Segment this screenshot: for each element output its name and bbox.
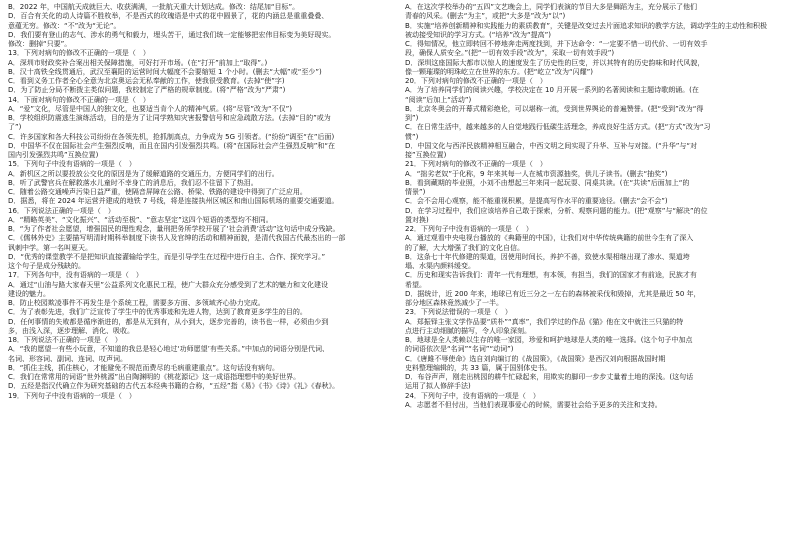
left-text-line: C．看到义务工作者全心全意为北京奥运会无私奉献的工作，使我很受教育。(去掉“使”字) [8,77,285,85]
right-text-line: 运用了拟人修辞手法) [405,382,471,391]
right-text-line: D．布谷声声，刚走出桃园的耕牛忙碌起来，用欺实的脚印一步步丈量着土地的深浅。(这句话 [405,373,694,381]
right-text-line: 的词语依次是“名词”“名词”“动词”) [405,345,514,354]
left-text-line: 19．下列句子中没有语病的一项是（ ） [8,391,136,400]
right-text-line: 像一颗璀璨的明珠屹立在世界的东方。(把“屹立”改为“闪耀”) [405,67,593,76]
right-text-line: D．据统计，近 200 年来，地球已有近三分之一左右的森林被采伐和毁掉，尤其是最近 50 年， [405,289,701,298]
left-text-line: A．“我的愿望一有些小玩意，不知道的我总是轻心地过‘功师愿望’有些关系。”中加点的词语分别是代词、 [8,345,329,354]
right-column [405,3,786,560]
right-text-line: B．北京冬奥会的开幕式精彩绝伦，可以堪称一流，受到世界舆论的普遍赞誉。(把“受到”改为“得 [405,104,704,113]
right-text-line: 希望。 [405,280,426,289]
right-text-line: C．得知情况，他立即转回不停地奔走两度找到，并下达命令：“一定要不惜一切代价、一切有效手 [405,40,708,48]
left-text-line: D．“优秀的课堂教学不是把知识直接灌输给学生，而是引导学生在过程中进行自主、合作、探究学习。” [8,252,326,261]
right-text-line: A．志愿者不但付出，当他们表现事爱心的时候，需要社会给予更多的关注和支持。 [405,400,662,409]
right-text-line: C．在日常生活中，越来越多的人自觉地践行低碳生活理念，养成良好生活方式。(把“方式”改为“习 [405,123,711,132]
right-text-line: 22．下列句子中没有语病的一项是（ ） [405,225,533,233]
right-text-line: A．通过观看中央电视台播放的《典籍里的中国》，让我们对中华传统典籍的前世今生有了深入 [405,234,694,243]
right-text-line: C．历史和现实告诉我们：青年一代有理想，有本领，有担当，我们的国家才有前途，民族才有 [405,271,697,280]
left-text-line: D．任何事情的失败都是循序渐进的，都是从无到有，从小到大，逐步完善的，读书也一样，必须由少到 [8,317,329,326]
right-text-line: 被动接受知识的学习方式。(“培养”改为“提高”) [405,30,551,39]
left-text-line: D．百合有关化的动人诗篇不胜枚举，不是西式的玫瑰语是中式的花中圆景了，花的内涵总是重重叠叠、 [8,12,329,21]
left-text-line: B．学校组织防震逃生演练活动，目的是为了让同学熟知灾害报警信号和应急疏散方法。(去掉“目的”或为 [8,114,331,122]
left-text-line: A．“精略英美”、“文化振兴”、“活动至极”、“意志坚定”这四个短语的类型均不相同。 [8,215,273,224]
right-text-line: A．“拙劣老奴”于化称，9 年来其每一人在城市资源抽奖，供儿子读书。(删去“抽奖”) [405,169,668,178]
left-text-line: D．我们要有登山的志气、涉水的勇气和毅力，埋头苦干，通过我们统一定能够把宏伟目标变为美好现实。 [8,30,336,39]
right-text-line: B．这条七十年代修建的渠道，因使用时间长，养护不善，致使水渠相继出现了渗水、渠道垮 [405,252,690,261]
right-text-line: B．看到藏期的毕业照，小刘不由想起三年来同一起玩耍、同桌共读。(在“共读”后面加上“的 [405,178,690,187]
left-text-line: 建设的魅力。 [8,289,50,298]
left-text-line: A．新机区之所以要投放公交化的原因是为了缓解道路的交通压力，方便同学们的出行。 [8,169,279,178]
left-text-line: A．“爱”文化，尽管是中国人的独文化，也要适当肯个人的精神气质。(将“尽管”改为“不仅”) [8,104,293,113]
right-text-line: “阅读”后加上“活动”) [405,95,472,104]
left-text-line: 名词、形容词、副词、连词、叹声词。 [8,354,127,363]
right-text-line: 接”互换位置) [405,151,447,159]
left-text-line: C．我们在常常用的词语“世外桃源”出自陶渊明的《桃花源记》这一成语指理想中的美好世界。 [8,373,301,381]
left-text-line: D．中国华不仅在国际社会产生强烈反响，而且在国内引发强烈共鸣。(将“在国际社会产生强烈反响”和“在 [8,141,335,150]
left-text-line: D．据悉，将在 2024 年运营并建成的地铁 7 号线，将是连接执州区城区和南山国际机场的重要交通要道。 [8,197,339,206]
left-text-line: D．五经是指汉代确立作为研究基础的古代五本经典书籍的合称，“五经”指《易》《书》《诗》《礼》《春秋》。 [8,382,340,391]
left-text-line: C．为了表彰先进，我们广泛宣传了学生中的优秀事迹和先进人物，达到了教育更多学生的目的。 [8,308,307,317]
right-text-line: 惯”) [405,132,419,141]
right-text-line: 23．下列说法错误的一项是（ ） [405,308,512,317]
right-text-line: B．地球是全人类赖以生存的唯一家园，珍爱和呵护地球是人类的唯一选择。(这个句子中加点 [405,336,693,344]
left-text-line: B．听了武警官兵在解救落水儿童时不幸身亡的消息后，我们忍不住留下了热泪。 [8,178,258,187]
right-text-line: A．郑振铎主张文学作品要“质朴”“真率”，我们学过的作品《猫》他在文中就注三只猫的特 [405,317,684,326]
left-text-line: 14．下面对病句的修改不正确的一项是（ ） [8,95,150,104]
left-text-line: A．深圳市财政奖补合案出相关保障措施，可好打开市场。(在“打开”前加上“取得”。) [8,58,268,67]
right-text-line: 青春的风采。(删去“为主”，或把“大多是”改为“以”) [405,12,566,21]
right-text-line: 塌、水渠内颜料缓变。 [405,262,475,270]
right-text-line: D．在学习过程中，我们应该培养自己敢于探索，分析、观察问题的能力。(把“观察”与“解决”的位 [405,206,708,215]
left-text-line: 国内引发强烈共鸣”互换位置) [8,151,99,159]
right-text-line: D．中国文化与西洋民族精神相互融合，中西文明之间实现了升华、互补与对接。(“升华”与“对 [405,141,697,150]
right-text-line: B．实施“培养创新精神和实践能力的素质教育”，关键是改变过去片面追求知识的教学方法，调动学生的主动性和积极 [405,21,768,30]
right-text-line: 置对换) [405,215,429,224]
left-text-line: A．通过“山油与路大家春天里”公益系列文化惠民工程，使广大群众充分感受到了艺术的魅力和文化建设 [8,280,329,289]
left-text-line: B．防止校园欺凌事件不再发生是个系统工程，需要多方面、多领域齐心协力完成。 [8,299,265,307]
left-text-line: C．随着公路交通噪声污染日益严重，使隔音屏障在公路、桥梁、铁路的建设中得到了广泛应用。 [8,188,307,196]
left-text-line: 修改：删掉“只要”。 [8,40,72,48]
left-text-line: B．汉十高铁全线贯通后，武汉至襄阳的运营时间大幅度不会要缩短 1 个小时。(删去“大幅”或“至少”) [8,67,322,76]
left-column [8,3,389,560]
right-text-line: 20．下列对病句的修改不正确的一项是（ ） [405,77,547,85]
left-text-line: B．“为了作者社会愿望，增强国民的理性观念，量刑把务所学校开展了‘社会消费’活动”这句话中成分残缺。 [8,225,340,233]
right-text-line: A．为了培养同学们的阅读兴趣，学校决定在 10 月开展一系列的名著阅读和主题诗歌朗诵。(在 [405,86,699,95]
right-text-line: 24．下列句子中，没有语病的一项是（ ） [405,391,540,400]
right-text-line: 21．下列对病句的修改不正确的一项是（ ） [405,160,547,169]
left-text-line: 13．下列对病句的修改不正确的一项是（ ） [8,49,150,58]
right-text-line: 史料整理编辑的，共 33 篇，属于国别体史书。 [405,363,552,372]
right-text-line: 的了解，大大增强了我们的文化自信。 [405,243,524,252]
right-text-line: 点进行主动细腻的描写，令人印象深刻。 [405,326,531,335]
left-text-line: C．《儒林外史》主要描写明清时期科举制度下读书人及官绅的活动和精神面貌，是清代我国古代最杰出的一部 [8,234,346,243]
left-text-line: C．许多国家和各大科技公司纷纷在各领先机，抢抓制高点，力争成为 5G 引领者。(“纷纷”调至“在”后面) [8,132,335,141]
left-text-line: 讽刺中学。第一名叫夏天。 [8,243,92,252]
left-text-line: 17．下列各句中，没有语病的一项是（ ） [8,271,143,280]
right-text-line: A．在这次学校举办的“五四”文艺晚会上，同学们表演的节目大多是舞蹈为主，充分展示了他们 [405,3,698,11]
left-text-line: 多，由浅入深，逐步理解、消化、吸收。 [8,326,134,335]
left-text-line: 16．下列说法正确的一项是（ ） [8,206,115,215]
left-text-line: 这个句子是成分残缺的。 [8,262,85,270]
right-text-line: D．深圳这座国际大都市以惊人的速度发生了历史性的巨变，并以其特有的历史韵味和时代风貌， [405,58,705,67]
left-text-line: B．“抓住主线，抓住核心，才能避免不规范而费尽的毛病重建重点”。这句话没有病句。 [8,363,280,372]
left-text-line: B．2022 年，中国航天成就巨大、收获满满，一批航天重大计划达成。修改：结尾加“目标”。 [8,3,300,11]
right-text-line: 情景”) [405,188,426,196]
left-text-line: 15．下列句子中没有语病的一项是（ ） [8,160,136,169]
right-text-line: C．《唐雎不辱使命》选自刘向编订的《战国策》，《战国策》是西汉刘向根据战国时期 [405,354,666,363]
left-text-line: 18．下列说法不正确的一项是（ ） [8,336,122,344]
right-text-line: C．会不会用心观察，能不能重视积累，是提高写作水平的重要途径。(删去“会不会”) [405,197,668,206]
right-text-line: 到”) [405,114,419,122]
right-text-line: 段，确保人质安全。”(把“一切有效手段”改为“，采取一切有效手段”) [405,49,615,58]
left-text-line: 意蕴无穷。修改：“不”改为“无论”。 [8,21,121,30]
left-text-line: D．为了防止分局不断拨主类似问题，我校制定了严格的规章制度。(将“严格”改为“严肃”) [8,86,286,95]
right-text-line: 部分地区森林竟然减少了一半。 [405,299,503,307]
left-text-line: 了”) [8,123,22,132]
